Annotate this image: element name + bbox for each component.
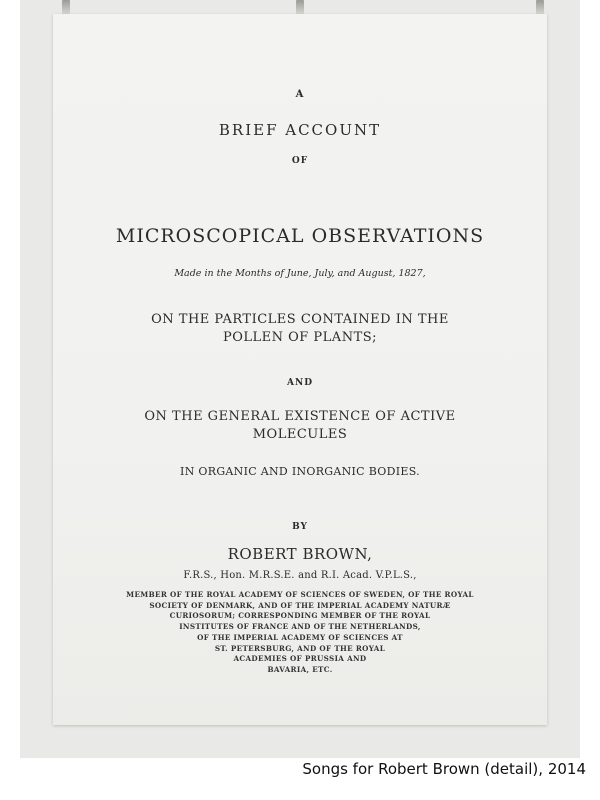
photograph xyxy=(20,0,580,758)
author-name: ROBERT BROWN, xyxy=(227,545,373,563)
topic-one-line-2: POLLEN OF PLANTS; xyxy=(222,330,378,345)
membership-line: MEMBER OF THE ROYAL ACADEMY OF SCIENCES OF SWEDEN, OF THE ROYAL xyxy=(126,590,474,599)
membership-line: SOCIETY OF DENMARK, AND OF THE IMPERIAL ACADEMY NATURÆ xyxy=(149,600,451,610)
memberships-block xyxy=(113,590,487,676)
by-text: BY xyxy=(292,522,308,532)
heading-text: BRIEF ACCOUNT xyxy=(218,121,382,139)
membership-line: ACADEMIES OF PRUSSIA AND xyxy=(233,654,367,664)
image-caption: Songs for Robert Brown (detail), 2014 xyxy=(302,760,586,778)
membership-line: INSTITUTES OF FRANCE AND OF THE NETHERLANDS, xyxy=(179,622,421,632)
of-text: OF xyxy=(291,156,309,166)
membership-line: CURIOSORUM; CORRESPONDING MEMBER OF THE ROYAL xyxy=(169,611,431,621)
pin-icon xyxy=(62,0,70,14)
article-text: A xyxy=(295,89,305,100)
topic-one-line-1: ON THE PARTICLES CONTAINED IN THE xyxy=(151,312,449,327)
topic-two xyxy=(53,408,547,444)
dates-line: Made in the Months of June, July, and August, 1827, xyxy=(174,268,426,279)
membership-line: BAVARIA, ETC. xyxy=(267,664,333,674)
title-page-poster xyxy=(53,14,547,725)
topic-two-line-1: ON THE GENERAL EXISTENCE OF ACTIVE xyxy=(144,409,456,424)
bodies-line: IN ORGANIC AND INORGANIC BODIES. xyxy=(180,465,420,478)
pin-icon xyxy=(536,0,544,14)
subject-title: MICROSCOPICAL OBSERVATIONS xyxy=(115,225,485,247)
topic-one xyxy=(53,311,547,347)
membership-line: OF THE IMPERIAL ACADEMY OF SCIENCES AT xyxy=(197,632,403,642)
topic-two-line-2: MOLECULES xyxy=(252,427,348,442)
author-degrees: F.R.S., Hon. M.R.S.E. and R.I. Acad. V.P.L.S., xyxy=(183,570,417,581)
pin-icon xyxy=(296,0,304,14)
and-text: AND xyxy=(286,378,313,388)
membership-line: ST. PETERSBURG, AND OF THE ROYAL xyxy=(214,643,386,653)
